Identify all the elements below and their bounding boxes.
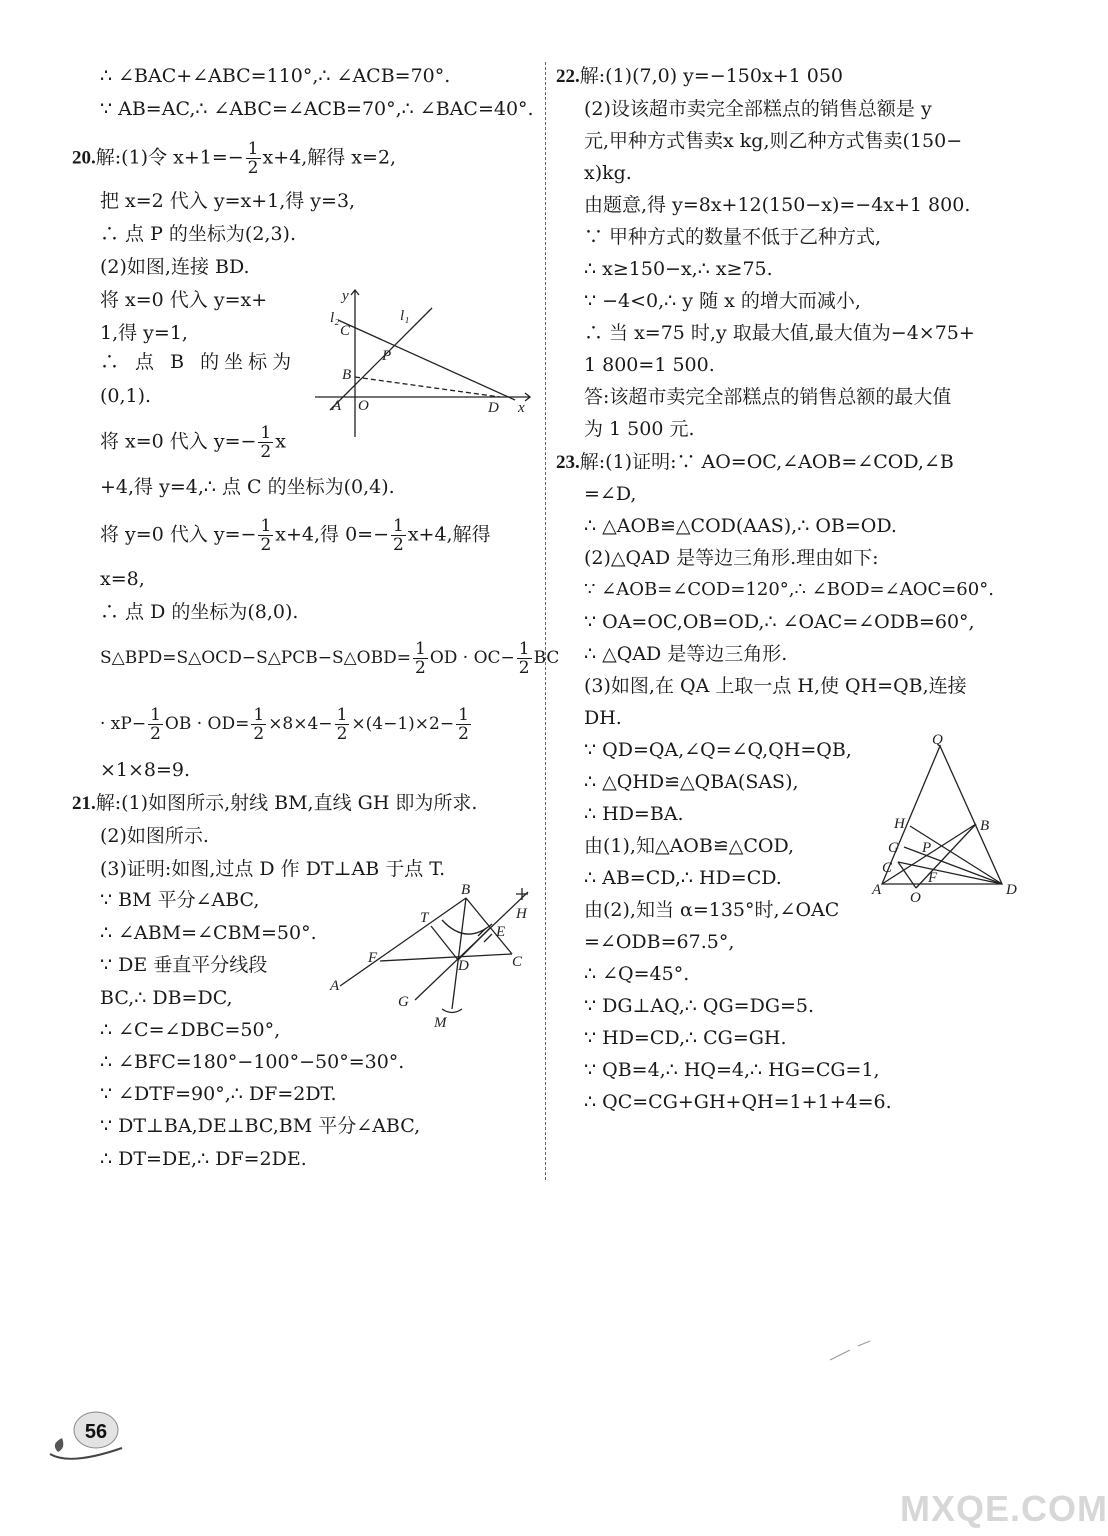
text-line: ∴ 当 x=75 时,y 取最大值,最大值为−4×75+ <box>584 322 975 344</box>
triangle-qad <box>882 746 1002 884</box>
text: x+4,解得 <box>407 523 491 546</box>
stray-mark <box>826 1338 876 1366</box>
label-a: A <box>872 882 882 898</box>
text: ×8×4− <box>268 714 333 734</box>
label-g: G <box>888 840 899 856</box>
fraction: $\frac{1}{2}$ <box>260 516 272 555</box>
fraction: $\frac{1}{2}$ <box>518 639 530 678</box>
text-line <box>100 706 473 743</box>
label-p: P <box>382 348 392 364</box>
fraction: $\frac{1}{2}$ <box>253 705 265 744</box>
question-number: 23. <box>556 452 580 473</box>
fraction: $\frac{1}{2}$ <box>247 139 259 178</box>
text-line: ∴ 点 B 的坐标为 <box>100 351 297 373</box>
label-f: F <box>928 870 938 886</box>
label-d: D <box>488 400 499 416</box>
label-x: x <box>518 400 525 416</box>
text-line: (2)△QAD 是等边三角形.理由如下: <box>584 547 879 569</box>
text-line: ∵ 甲种方式的数量不低于乙种方式, <box>584 226 882 248</box>
fraction: $\frac{1}{2}$ <box>458 705 469 744</box>
text-line: 1 800=1 500. <box>584 354 715 376</box>
text: 解:(1)(7,0) y=−150x+1 050 <box>579 65 844 87</box>
text-line: ×1×8=9. <box>100 759 191 781</box>
label-f: F <box>368 950 378 966</box>
text-line: ∴ △QHD≌△QBA(SAS), <box>584 771 799 793</box>
label-d: D <box>1006 882 1017 898</box>
text: BC <box>533 648 560 668</box>
label-l2: l₂ <box>330 310 340 326</box>
fraction: $\frac{1}{2}$ <box>150 705 161 744</box>
text: OD · OC− <box>429 648 515 668</box>
text-line: ∴ QC=CG+GH+QH=1+1+4=6. <box>584 1091 892 1113</box>
page-number-badge <box>40 1408 130 1468</box>
label-c: C <box>512 954 523 970</box>
figure-q20 <box>310 282 535 442</box>
question-20-line <box>72 140 396 177</box>
fraction: $\frac{1}{2}$ <box>336 705 348 744</box>
question-22-line <box>556 63 843 90</box>
label-b: B <box>342 367 352 383</box>
arc-mark-bottom <box>442 1009 462 1013</box>
text-line: (3)证明:如图,过点 D 作 DT⊥AB 于点 T. <box>100 858 446 880</box>
text-line: 由(2),知当 α=135°时,∠OAC <box>584 899 840 921</box>
figure-q21 <box>330 884 540 1034</box>
text-line: 由(1),知△AOB≌△COD, <box>584 835 795 857</box>
text: 将 y=0 代入 y=− <box>100 523 257 546</box>
text-line: ∵ −4<0,∴ y 随 x 的增大而减小, <box>584 290 861 312</box>
leaf-icon <box>55 1438 64 1452</box>
segment-ab <box>340 898 466 986</box>
text-line: ∵ QB=4,∴ HQ=4,∴ HG=CG=1, <box>584 1059 880 1081</box>
segment-cd <box>898 862 1002 884</box>
cross-mark <box>516 888 528 900</box>
label-a: A <box>330 978 340 994</box>
watermark: MXQE.COM <box>900 1488 1108 1529</box>
text-line: ∴ AB=CD,∴ HD=CD. <box>584 867 782 889</box>
text-line: ∴ 点 P 的坐标为(2,3). <box>100 223 296 245</box>
text-line: (0,1). <box>100 385 152 407</box>
label-b: B <box>461 882 471 898</box>
text-line: ∴ ∠ABM=∠CBM=50°. <box>100 922 317 944</box>
text: · xP− <box>100 714 147 734</box>
label-m: M <box>434 1015 447 1031</box>
fraction: $\frac{1}{2}$ <box>415 639 426 678</box>
text-line: ∵ DG⊥AQ,∴ QG=DG=5. <box>584 995 815 1017</box>
label-g: G <box>398 994 409 1010</box>
question-number: 22. <box>556 66 580 87</box>
label-c: C <box>340 323 351 339</box>
text: 解:(1)如图所示,射线 BM,直线 GH 即为所求. <box>95 792 478 814</box>
text-line: 由题意,得 y=8x+12(150−x)=−4x+1 800. <box>584 194 971 216</box>
label-y: y <box>342 288 349 304</box>
text: x+4,解得 x=2, <box>262 146 397 169</box>
text: ×(4−1)×2− <box>351 714 455 734</box>
text-line: ∵ BM 平分∠ABC, <box>100 889 260 911</box>
segment-fc <box>380 954 512 961</box>
text-line: ∴ DT=DE,∴ DF=2DE. <box>100 1148 307 1170</box>
text: 解:(1)证明:∵ AO=OC,∠AOB=∠COD,∠B <box>579 451 954 473</box>
text-line <box>100 424 286 461</box>
label-h: H <box>894 816 905 832</box>
text-line: ∴ ∠BFC=180°−100°−50°=30°. <box>100 1051 405 1073</box>
text: OB · OD= <box>164 714 250 734</box>
segment-dt <box>431 926 458 960</box>
text-line: ∴ 点 D 的坐标为(8,0). <box>100 601 299 623</box>
text-line: =∠ODB=67.5°, <box>584 931 735 953</box>
label-c: C <box>882 860 893 876</box>
label-d: D <box>458 958 469 974</box>
text: x+4,得 0=− <box>275 523 389 546</box>
text: 解:(1)令 x+1=− <box>95 146 244 169</box>
text-line: 元,甲种方式售卖x kg,则乙种方式售卖(150− <box>584 130 963 152</box>
tick-mark <box>478 928 492 942</box>
label-o: O <box>910 890 921 906</box>
label-a: A <box>332 398 342 414</box>
text: x <box>275 430 286 453</box>
label-t: T <box>420 910 429 926</box>
text-line: ∵ AB=AC,∴ ∠ABC=∠ACB=70°,∴ ∠BAC=40°. <box>100 98 534 120</box>
text-line: ∵ QD=QA,∠Q=∠Q,QH=QB, <box>584 739 852 761</box>
figure-q23 <box>868 734 1028 909</box>
question-number: 20. <box>72 147 96 169</box>
text: 将 x=0 代入 y=− <box>100 430 257 453</box>
text-line: ∴ x≥150−x,∴ x≥75. <box>584 258 773 280</box>
page-number: 56 <box>84 1421 108 1443</box>
text-line <box>100 517 491 554</box>
text-line: ∴ HD=BA. <box>584 803 684 825</box>
text-line: ∵ DT⊥BA,DE⊥BC,BM 平分∠ABC, <box>100 1115 421 1137</box>
text-line: (2)如图所示. <box>100 825 209 847</box>
question-23-line <box>556 449 954 476</box>
text-line: 1,得 y=1, <box>100 322 188 344</box>
question-number: 21. <box>72 793 96 814</box>
text-line: DH. <box>584 707 622 729</box>
fraction: $\frac{1}{2}$ <box>260 423 272 462</box>
text-line: ∴ △AOB≌△COD(AAS),∴ OB=OD. <box>584 515 897 537</box>
question-21-line <box>72 790 477 817</box>
text-line: 为 1 500 元. <box>584 418 695 440</box>
text-line: ∴ ∠Q=45°. <box>584 963 690 985</box>
label-o: O <box>358 398 369 414</box>
column-divider <box>545 62 546 1180</box>
text-line: (3)如图,在 QA 上取一点 H,使 QH=QB,连接 <box>584 675 967 697</box>
text-line: ∵ ∠DTF=90°,∴ DF=2DT. <box>100 1083 337 1105</box>
text-line: ∴ △QAD 是等边三角形. <box>584 643 788 665</box>
label-p: P <box>922 840 932 856</box>
label-b: B <box>980 818 990 834</box>
text-line: 将 x=0 代入 y=x+ <box>100 289 268 311</box>
label-l1: l₁ <box>400 308 410 324</box>
text-line: 答:该超市卖完全部糕点的销售总额的最大值 <box>584 386 952 408</box>
text-line: 把 x=2 代入 y=x+1,得 y=3, <box>100 190 356 212</box>
label-h: H <box>516 906 527 922</box>
line-l2 <box>338 320 515 400</box>
text-line <box>100 640 559 677</box>
text-line: =∠D, <box>584 483 637 505</box>
text-line: +4,得 y=4,∴ 点 C 的坐标为(0,4). <box>100 476 395 498</box>
text-line: ∵ OA=OC,OB=OD,∴ ∠OAC=∠ODB=60°, <box>584 611 975 633</box>
text-line: x=8, <box>100 568 145 590</box>
label-q: Q <box>932 732 943 748</box>
text-line: ∴ ∠BAC+∠ABC=110°,∴ ∠ACB=70°. <box>100 65 451 87</box>
text-line: BC,∴ DB=DC, <box>100 987 233 1009</box>
text-line: x)kg. <box>584 162 632 184</box>
label-e: E <box>496 924 506 940</box>
text: S△BPD=S△OCD−S△PCB−S△OBD= <box>100 648 411 668</box>
text-line: (2)设该超市卖完全部糕点的销售总额是 y <box>584 98 932 120</box>
text-line: ∵ DE 垂直平分线段 <box>100 954 268 976</box>
text-line: (2)如图,连接 BD. <box>100 256 250 278</box>
arc-mark <box>442 920 492 934</box>
fraction: $\frac{1}{2}$ <box>393 516 404 555</box>
text-line: ∴ ∠C=∠DBC=50°, <box>100 1019 281 1041</box>
text-line: ∵ HD=CD,∴ CG=GH. <box>584 1027 787 1049</box>
segment-bd <box>355 377 500 397</box>
text-line: ∵ ∠AOB=∠COD=120°,∴ ∠BOD=∠AOC=60°. <box>584 579 994 600</box>
